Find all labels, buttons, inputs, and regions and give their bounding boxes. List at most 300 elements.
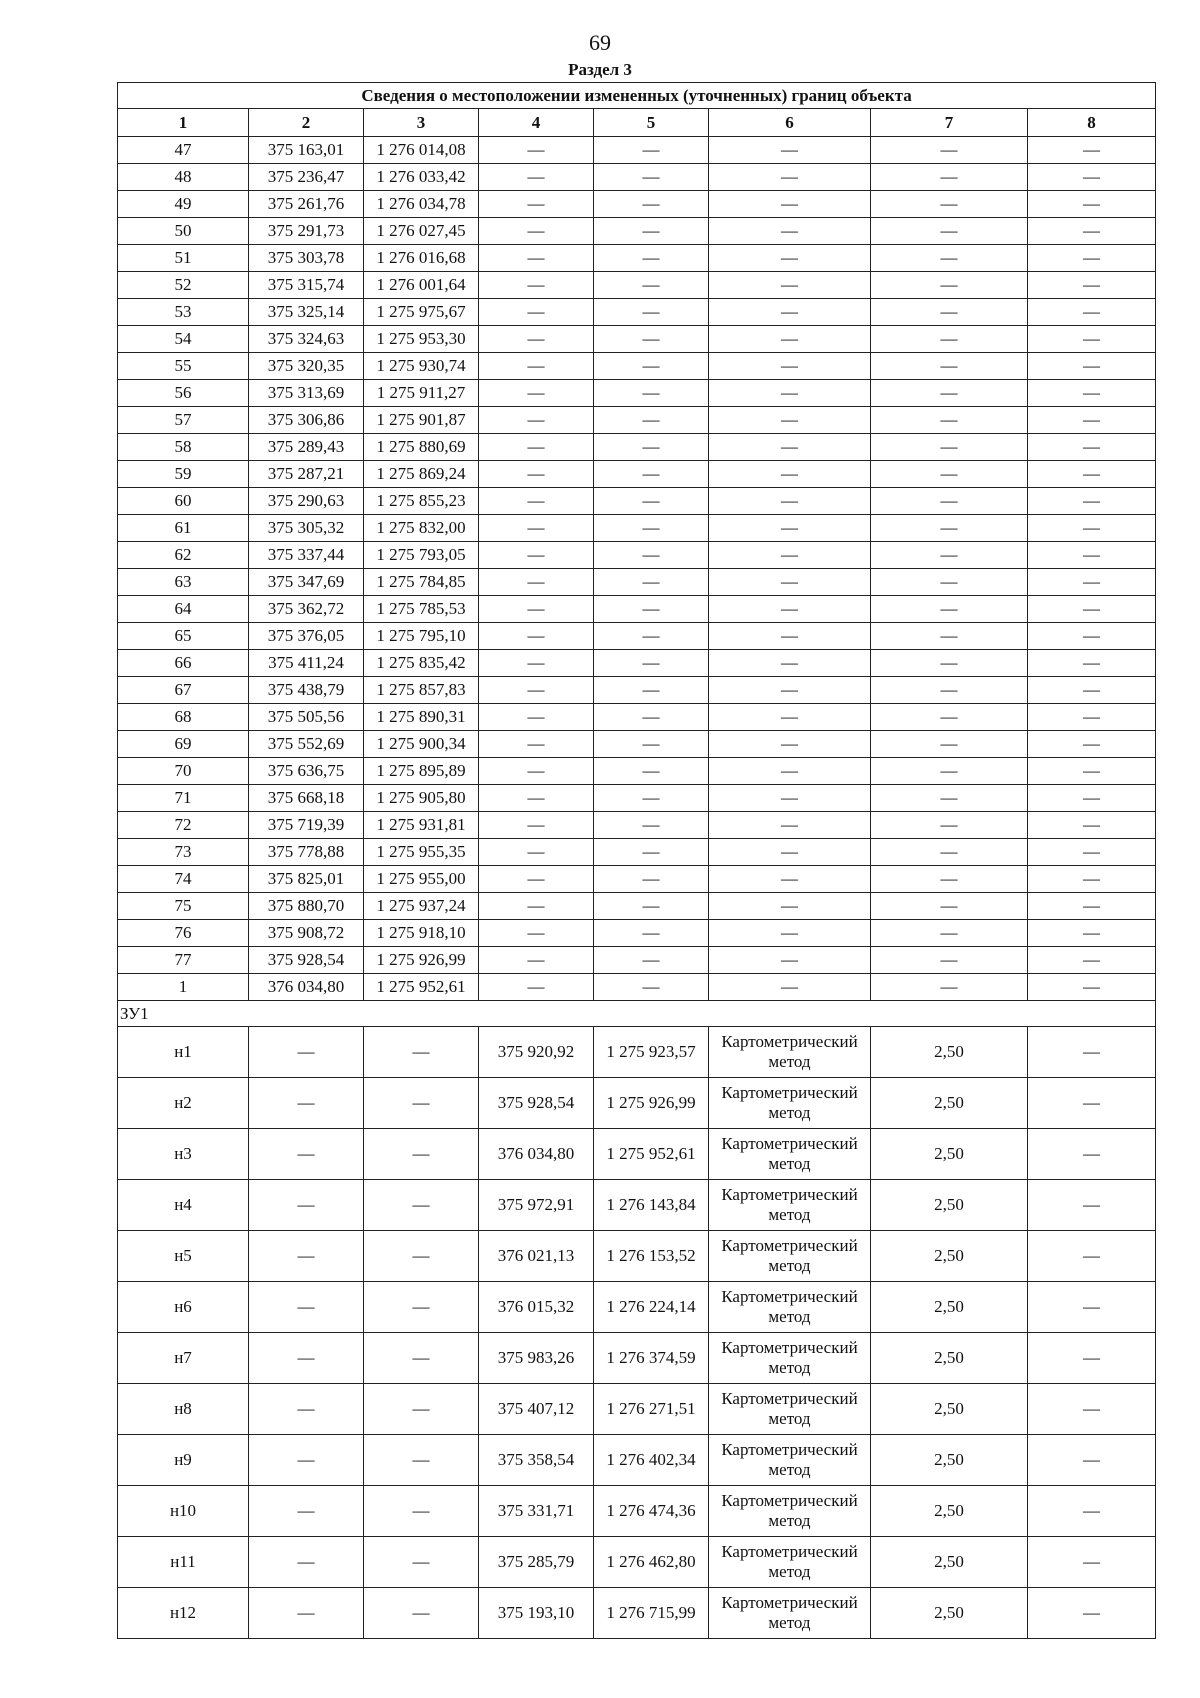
empty-dash-cell: — xyxy=(1028,974,1156,1001)
empty-dash-cell: — xyxy=(479,326,594,353)
empty-dash-cell: — xyxy=(709,353,871,380)
empty-dash-cell: — xyxy=(249,1333,364,1384)
coordinate-x-cell: 375 303,78 xyxy=(249,245,364,272)
table-row xyxy=(118,353,1156,380)
point-number-cell: н3 xyxy=(118,1129,249,1180)
coordinate-y-cell: 1 275 911,27 xyxy=(364,380,479,407)
empty-dash-cell: — xyxy=(249,1486,364,1537)
empty-dash-cell: — xyxy=(594,974,709,1001)
group-row xyxy=(118,1001,1156,1027)
empty-dash-cell: — xyxy=(709,218,871,245)
empty-dash-cell: — xyxy=(479,866,594,893)
coordinate-y-cell: 1 275 785,53 xyxy=(364,596,479,623)
point-number-cell: 72 xyxy=(118,812,249,839)
empty-dash-cell: — xyxy=(709,245,871,272)
empty-dash-cell: — xyxy=(871,218,1028,245)
new-coordinate-y-cell: 1 276 462,80 xyxy=(594,1537,709,1588)
new-coordinate-x-cell: 375 983,26 xyxy=(479,1333,594,1384)
empty-dash-cell: — xyxy=(594,920,709,947)
table-row xyxy=(118,839,1156,866)
empty-dash-cell: — xyxy=(479,650,594,677)
coordinate-y-cell: 1 275 926,99 xyxy=(364,947,479,974)
accuracy-cell: 2,50 xyxy=(871,1027,1028,1078)
coordinate-x-cell: 375 825,01 xyxy=(249,866,364,893)
point-number-cell: н9 xyxy=(118,1435,249,1486)
coordinate-y-cell: 1 276 014,08 xyxy=(364,137,479,164)
empty-dash-cell: — xyxy=(479,164,594,191)
new-coordinate-y-cell: 1 276 715,99 xyxy=(594,1588,709,1639)
empty-dash-cell: — xyxy=(364,1333,479,1384)
empty-dash-cell: — xyxy=(594,812,709,839)
coordinate-x-cell: 375 928,54 xyxy=(249,947,364,974)
table-row xyxy=(118,245,1156,272)
point-number-cell: 76 xyxy=(118,920,249,947)
coordinate-x-cell: 375 324,63 xyxy=(249,326,364,353)
empty-dash-cell: — xyxy=(871,866,1028,893)
empty-dash-cell: — xyxy=(479,947,594,974)
coordinate-y-cell: 1 276 016,68 xyxy=(364,245,479,272)
accuracy-cell: 2,50 xyxy=(871,1435,1028,1486)
empty-dash-cell: — xyxy=(1028,1282,1156,1333)
empty-dash-cell: — xyxy=(594,569,709,596)
empty-dash-cell: — xyxy=(1028,785,1156,812)
coordinate-y-cell: 1 275 930,74 xyxy=(364,353,479,380)
empty-dash-cell: — xyxy=(249,1231,364,1282)
new-coordinate-x-cell: 375 193,10 xyxy=(479,1588,594,1639)
table-row xyxy=(118,164,1156,191)
column-header-3: 3 xyxy=(364,109,479,137)
point-number-cell: 56 xyxy=(118,380,249,407)
empty-dash-cell: — xyxy=(1028,488,1156,515)
empty-dash-cell: — xyxy=(1028,326,1156,353)
new-coordinate-x-cell: 376 034,80 xyxy=(479,1129,594,1180)
empty-dash-cell: — xyxy=(871,407,1028,434)
coordinate-y-cell: 1 275 955,35 xyxy=(364,839,479,866)
empty-dash-cell: — xyxy=(871,893,1028,920)
empty-dash-cell: — xyxy=(479,677,594,704)
empty-dash-cell: — xyxy=(871,461,1028,488)
empty-dash-cell: — xyxy=(871,704,1028,731)
coordinate-x-cell: 375 305,32 xyxy=(249,515,364,542)
empty-dash-cell: — xyxy=(364,1180,479,1231)
empty-dash-cell: — xyxy=(479,407,594,434)
method-cell: Картометрический метод xyxy=(709,1231,871,1282)
empty-dash-cell: — xyxy=(594,839,709,866)
empty-dash-cell: — xyxy=(709,488,871,515)
empty-dash-cell: — xyxy=(709,812,871,839)
column-header-4: 4 xyxy=(479,109,594,137)
column-header-8: 8 xyxy=(1028,109,1156,137)
coordinate-y-cell: 1 275 832,00 xyxy=(364,515,479,542)
empty-dash-cell: — xyxy=(594,461,709,488)
empty-dash-cell: — xyxy=(871,137,1028,164)
empty-dash-cell: — xyxy=(709,623,871,650)
table-row xyxy=(118,218,1156,245)
new-coordinate-y-cell: 1 276 153,52 xyxy=(594,1231,709,1282)
point-number-cell: 73 xyxy=(118,839,249,866)
empty-dash-cell: — xyxy=(1028,839,1156,866)
empty-dash-cell: — xyxy=(1028,461,1156,488)
point-number-cell: 55 xyxy=(118,353,249,380)
table-row xyxy=(118,731,1156,758)
coordinate-x-cell: 375 291,73 xyxy=(249,218,364,245)
empty-dash-cell: — xyxy=(871,353,1028,380)
empty-dash-cell: — xyxy=(249,1384,364,1435)
accuracy-cell: 2,50 xyxy=(871,1078,1028,1129)
empty-dash-cell: — xyxy=(594,758,709,785)
empty-dash-cell: — xyxy=(479,731,594,758)
empty-dash-cell: — xyxy=(871,326,1028,353)
empty-dash-cell: — xyxy=(1028,893,1156,920)
point-number-cell: 58 xyxy=(118,434,249,461)
empty-dash-cell: — xyxy=(364,1537,479,1588)
empty-dash-cell: — xyxy=(871,542,1028,569)
empty-dash-cell: — xyxy=(871,488,1028,515)
empty-dash-cell: — xyxy=(871,569,1028,596)
coordinate-x-cell: 375 362,72 xyxy=(249,596,364,623)
table-row xyxy=(118,1027,1156,1078)
empty-dash-cell: — xyxy=(871,731,1028,758)
method-cell: Картометрический метод xyxy=(709,1384,871,1435)
empty-dash-cell: — xyxy=(871,920,1028,947)
empty-dash-cell: — xyxy=(479,434,594,461)
empty-dash-cell: — xyxy=(479,137,594,164)
section-title: Раздел 3 xyxy=(568,60,632,79)
empty-dash-cell: — xyxy=(871,785,1028,812)
point-number-cell: н11 xyxy=(118,1537,249,1588)
page-number: 69 xyxy=(589,30,611,55)
coordinate-y-cell: 1 275 955,00 xyxy=(364,866,479,893)
empty-dash-cell: — xyxy=(871,812,1028,839)
coordinate-y-cell: 1 275 855,23 xyxy=(364,488,479,515)
empty-dash-cell: — xyxy=(1028,704,1156,731)
empty-dash-cell: — xyxy=(479,785,594,812)
empty-dash-cell: — xyxy=(1028,1078,1156,1129)
coordinate-x-cell: 375 289,43 xyxy=(249,434,364,461)
empty-dash-cell: — xyxy=(249,1129,364,1180)
coordinate-y-cell: 1 275 857,83 xyxy=(364,677,479,704)
empty-dash-cell: — xyxy=(594,893,709,920)
empty-dash-cell: — xyxy=(594,488,709,515)
coordinate-x-cell: 375 438,79 xyxy=(249,677,364,704)
table-row xyxy=(118,1486,1156,1537)
method-cell: Картометрический метод xyxy=(709,1486,871,1537)
empty-dash-cell: — xyxy=(871,839,1028,866)
point-number-cell: 59 xyxy=(118,461,249,488)
table-row xyxy=(118,650,1156,677)
empty-dash-cell: — xyxy=(871,596,1028,623)
empty-dash-cell: — xyxy=(249,1435,364,1486)
coordinate-y-cell: 1 275 901,87 xyxy=(364,407,479,434)
empty-dash-cell: — xyxy=(871,164,1028,191)
table-row xyxy=(118,947,1156,974)
method-cell: Картометрический метод xyxy=(709,1588,871,1639)
point-number-cell: 75 xyxy=(118,893,249,920)
accuracy-cell: 2,50 xyxy=(871,1231,1028,1282)
coordinate-y-cell: 1 275 880,69 xyxy=(364,434,479,461)
point-number-cell: 60 xyxy=(118,488,249,515)
empty-dash-cell: — xyxy=(594,191,709,218)
empty-dash-cell: — xyxy=(479,893,594,920)
point-number-cell: н8 xyxy=(118,1384,249,1435)
point-number-cell: 64 xyxy=(118,596,249,623)
coordinate-x-cell: 375 315,74 xyxy=(249,272,364,299)
new-coordinate-y-cell: 1 275 952,61 xyxy=(594,1129,709,1180)
point-number-cell: 52 xyxy=(118,272,249,299)
coordinate-x-cell: 375 880,70 xyxy=(249,893,364,920)
coordinate-y-cell: 1 276 001,64 xyxy=(364,272,479,299)
empty-dash-cell: — xyxy=(594,434,709,461)
empty-dash-cell: — xyxy=(1028,677,1156,704)
empty-dash-cell: — xyxy=(594,218,709,245)
empty-dash-cell: — xyxy=(479,704,594,731)
empty-dash-cell: — xyxy=(594,542,709,569)
table-row xyxy=(118,1282,1156,1333)
coordinate-y-cell: 1 275 953,30 xyxy=(364,326,479,353)
point-number-cell: 62 xyxy=(118,542,249,569)
coordinate-x-cell: 375 636,75 xyxy=(249,758,364,785)
coordinate-y-cell: 1 275 975,67 xyxy=(364,299,479,326)
empty-dash-cell: — xyxy=(594,515,709,542)
empty-dash-cell: — xyxy=(709,569,871,596)
empty-dash-cell: — xyxy=(871,974,1028,1001)
empty-dash-cell: — xyxy=(1028,191,1156,218)
accuracy-cell: 2,50 xyxy=(871,1333,1028,1384)
empty-dash-cell: — xyxy=(479,515,594,542)
empty-dash-cell: — xyxy=(871,677,1028,704)
table-row xyxy=(118,1384,1156,1435)
empty-dash-cell: — xyxy=(1028,596,1156,623)
empty-dash-cell: — xyxy=(1028,1333,1156,1384)
coordinate-x-cell: 375 236,47 xyxy=(249,164,364,191)
table-row xyxy=(118,893,1156,920)
empty-dash-cell: — xyxy=(871,380,1028,407)
point-number-cell: 70 xyxy=(118,758,249,785)
empty-dash-cell: — xyxy=(709,866,871,893)
empty-dash-cell: — xyxy=(1028,272,1156,299)
empty-dash-cell: — xyxy=(594,299,709,326)
table-row xyxy=(118,1180,1156,1231)
point-number-cell: н1 xyxy=(118,1027,249,1078)
empty-dash-cell: — xyxy=(1028,947,1156,974)
table-row xyxy=(118,542,1156,569)
column-header-1: 1 xyxy=(118,109,249,137)
empty-dash-cell: — xyxy=(364,1282,479,1333)
point-number-cell: 57 xyxy=(118,407,249,434)
coordinate-y-cell: 1 275 937,24 xyxy=(364,893,479,920)
table-row xyxy=(118,1129,1156,1180)
coordinate-x-cell: 375 337,44 xyxy=(249,542,364,569)
empty-dash-cell: — xyxy=(709,974,871,1001)
accuracy-cell: 2,50 xyxy=(871,1537,1028,1588)
empty-dash-cell: — xyxy=(479,542,594,569)
empty-dash-cell: — xyxy=(479,218,594,245)
coordinate-y-cell: 1 275 900,34 xyxy=(364,731,479,758)
point-number-cell: 63 xyxy=(118,569,249,596)
empty-dash-cell: — xyxy=(479,461,594,488)
empty-dash-cell: — xyxy=(871,191,1028,218)
empty-dash-cell: — xyxy=(479,299,594,326)
empty-dash-cell: — xyxy=(594,731,709,758)
accuracy-cell: 2,50 xyxy=(871,1129,1028,1180)
empty-dash-cell: — xyxy=(364,1078,479,1129)
table-row xyxy=(118,137,1156,164)
empty-dash-cell: — xyxy=(871,623,1028,650)
point-number-cell: н6 xyxy=(118,1282,249,1333)
empty-dash-cell: — xyxy=(594,866,709,893)
table-row xyxy=(118,191,1156,218)
table-row xyxy=(118,677,1156,704)
empty-dash-cell: — xyxy=(364,1588,479,1639)
method-cell: Картометрический метод xyxy=(709,1078,871,1129)
coordinate-x-cell: 375 411,24 xyxy=(249,650,364,677)
empty-dash-cell: — xyxy=(594,407,709,434)
table-row xyxy=(118,272,1156,299)
empty-dash-cell: — xyxy=(479,380,594,407)
coordinate-y-cell: 1 275 931,81 xyxy=(364,812,479,839)
method-cell: Картометрический метод xyxy=(709,1180,871,1231)
point-number-cell: 50 xyxy=(118,218,249,245)
empty-dash-cell: — xyxy=(1028,866,1156,893)
column-header-row xyxy=(118,109,1156,137)
empty-dash-cell: — xyxy=(479,623,594,650)
new-coordinate-y-cell: 1 276 224,14 xyxy=(594,1282,709,1333)
empty-dash-cell: — xyxy=(709,650,871,677)
empty-dash-cell: — xyxy=(364,1435,479,1486)
new-coordinate-y-cell: 1 276 374,59 xyxy=(594,1333,709,1384)
method-cell: Картометрический метод xyxy=(709,1333,871,1384)
empty-dash-cell: — xyxy=(479,812,594,839)
empty-dash-cell: — xyxy=(871,650,1028,677)
coordinate-x-cell: 375 347,69 xyxy=(249,569,364,596)
coordinate-y-cell: 1 275 952,61 xyxy=(364,974,479,1001)
table-row xyxy=(118,758,1156,785)
point-number-cell: 1 xyxy=(118,974,249,1001)
point-number-cell: н10 xyxy=(118,1486,249,1537)
empty-dash-cell: — xyxy=(709,299,871,326)
coordinate-y-cell: 1 276 034,78 xyxy=(364,191,479,218)
new-coordinate-y-cell: 1 276 143,84 xyxy=(594,1180,709,1231)
empty-dash-cell: — xyxy=(871,272,1028,299)
point-number-cell: 67 xyxy=(118,677,249,704)
point-number-cell: 66 xyxy=(118,650,249,677)
empty-dash-cell: — xyxy=(1028,1129,1156,1180)
point-number-cell: 69 xyxy=(118,731,249,758)
new-coordinate-y-cell: 1 275 926,99 xyxy=(594,1078,709,1129)
empty-dash-cell: — xyxy=(479,758,594,785)
empty-dash-cell: — xyxy=(364,1384,479,1435)
coordinate-x-cell: 375 290,63 xyxy=(249,488,364,515)
empty-dash-cell: — xyxy=(871,245,1028,272)
coordinate-y-cell: 1 275 793,05 xyxy=(364,542,479,569)
empty-dash-cell: — xyxy=(1028,164,1156,191)
empty-dash-cell: — xyxy=(709,515,871,542)
empty-dash-cell: — xyxy=(249,1027,364,1078)
empty-dash-cell: — xyxy=(249,1078,364,1129)
method-cell: Картометрический метод xyxy=(709,1027,871,1078)
empty-dash-cell: — xyxy=(1028,1486,1156,1537)
empty-dash-cell: — xyxy=(709,137,871,164)
point-number-cell: 51 xyxy=(118,245,249,272)
point-number-cell: 61 xyxy=(118,515,249,542)
new-coordinate-y-cell: 1 275 923,57 xyxy=(594,1027,709,1078)
column-header-7: 7 xyxy=(871,109,1028,137)
empty-dash-cell: — xyxy=(479,839,594,866)
method-cell: Картометрический метод xyxy=(709,1537,871,1588)
accuracy-cell: 2,50 xyxy=(871,1384,1028,1435)
coordinate-x-cell: 375 778,88 xyxy=(249,839,364,866)
coordinate-x-cell: 375 325,14 xyxy=(249,299,364,326)
empty-dash-cell: — xyxy=(364,1129,479,1180)
coordinate-x-cell: 375 668,18 xyxy=(249,785,364,812)
empty-dash-cell: — xyxy=(364,1027,479,1078)
accuracy-cell: 2,50 xyxy=(871,1486,1028,1537)
point-number-cell: н2 xyxy=(118,1078,249,1129)
empty-dash-cell: — xyxy=(479,569,594,596)
empty-dash-cell: — xyxy=(871,299,1028,326)
empty-dash-cell: — xyxy=(249,1588,364,1639)
table-row xyxy=(118,461,1156,488)
empty-dash-cell: — xyxy=(594,947,709,974)
empty-dash-cell: — xyxy=(479,488,594,515)
coordinate-x-cell: 375 552,69 xyxy=(249,731,364,758)
table-row xyxy=(118,920,1156,947)
empty-dash-cell: — xyxy=(594,164,709,191)
coordinate-y-cell: 1 275 918,10 xyxy=(364,920,479,947)
new-coordinate-y-cell: 1 276 402,34 xyxy=(594,1435,709,1486)
empty-dash-cell: — xyxy=(709,839,871,866)
empty-dash-cell: — xyxy=(1028,1384,1156,1435)
new-coordinate-y-cell: 1 276 474,36 xyxy=(594,1486,709,1537)
coordinate-y-cell: 1 276 027,45 xyxy=(364,218,479,245)
empty-dash-cell: — xyxy=(364,1231,479,1282)
empty-dash-cell: — xyxy=(594,650,709,677)
empty-dash-cell: — xyxy=(709,191,871,218)
empty-dash-cell: — xyxy=(1028,1588,1156,1639)
table-row xyxy=(118,1537,1156,1588)
point-number-cell: 47 xyxy=(118,137,249,164)
empty-dash-cell: — xyxy=(709,461,871,488)
coordinate-y-cell: 1 275 869,24 xyxy=(364,461,479,488)
point-number-cell: 48 xyxy=(118,164,249,191)
empty-dash-cell: — xyxy=(1028,299,1156,326)
new-coordinate-x-cell: 376 021,13 xyxy=(479,1231,594,1282)
empty-dash-cell: — xyxy=(709,272,871,299)
table-row xyxy=(118,515,1156,542)
table-caption-row xyxy=(118,83,1156,109)
empty-dash-cell: — xyxy=(871,434,1028,461)
coordinate-x-cell: 375 313,69 xyxy=(249,380,364,407)
empty-dash-cell: — xyxy=(1028,542,1156,569)
table-row xyxy=(118,434,1156,461)
table-row xyxy=(118,326,1156,353)
point-number-cell: 53 xyxy=(118,299,249,326)
coordinate-y-cell: 1 275 795,10 xyxy=(364,623,479,650)
new-coordinate-x-cell: 375 285,79 xyxy=(479,1537,594,1588)
coordinate-x-cell: 375 505,56 xyxy=(249,704,364,731)
empty-dash-cell: — xyxy=(1028,137,1156,164)
empty-dash-cell: — xyxy=(479,191,594,218)
empty-dash-cell: — xyxy=(1028,920,1156,947)
empty-dash-cell: — xyxy=(594,677,709,704)
empty-dash-cell: — xyxy=(1028,1180,1156,1231)
point-number-cell: 65 xyxy=(118,623,249,650)
point-number-cell: 54 xyxy=(118,326,249,353)
point-number-cell: н12 xyxy=(118,1588,249,1639)
empty-dash-cell: — xyxy=(479,920,594,947)
empty-dash-cell: — xyxy=(594,596,709,623)
coordinate-x-cell: 375 376,05 xyxy=(249,623,364,650)
